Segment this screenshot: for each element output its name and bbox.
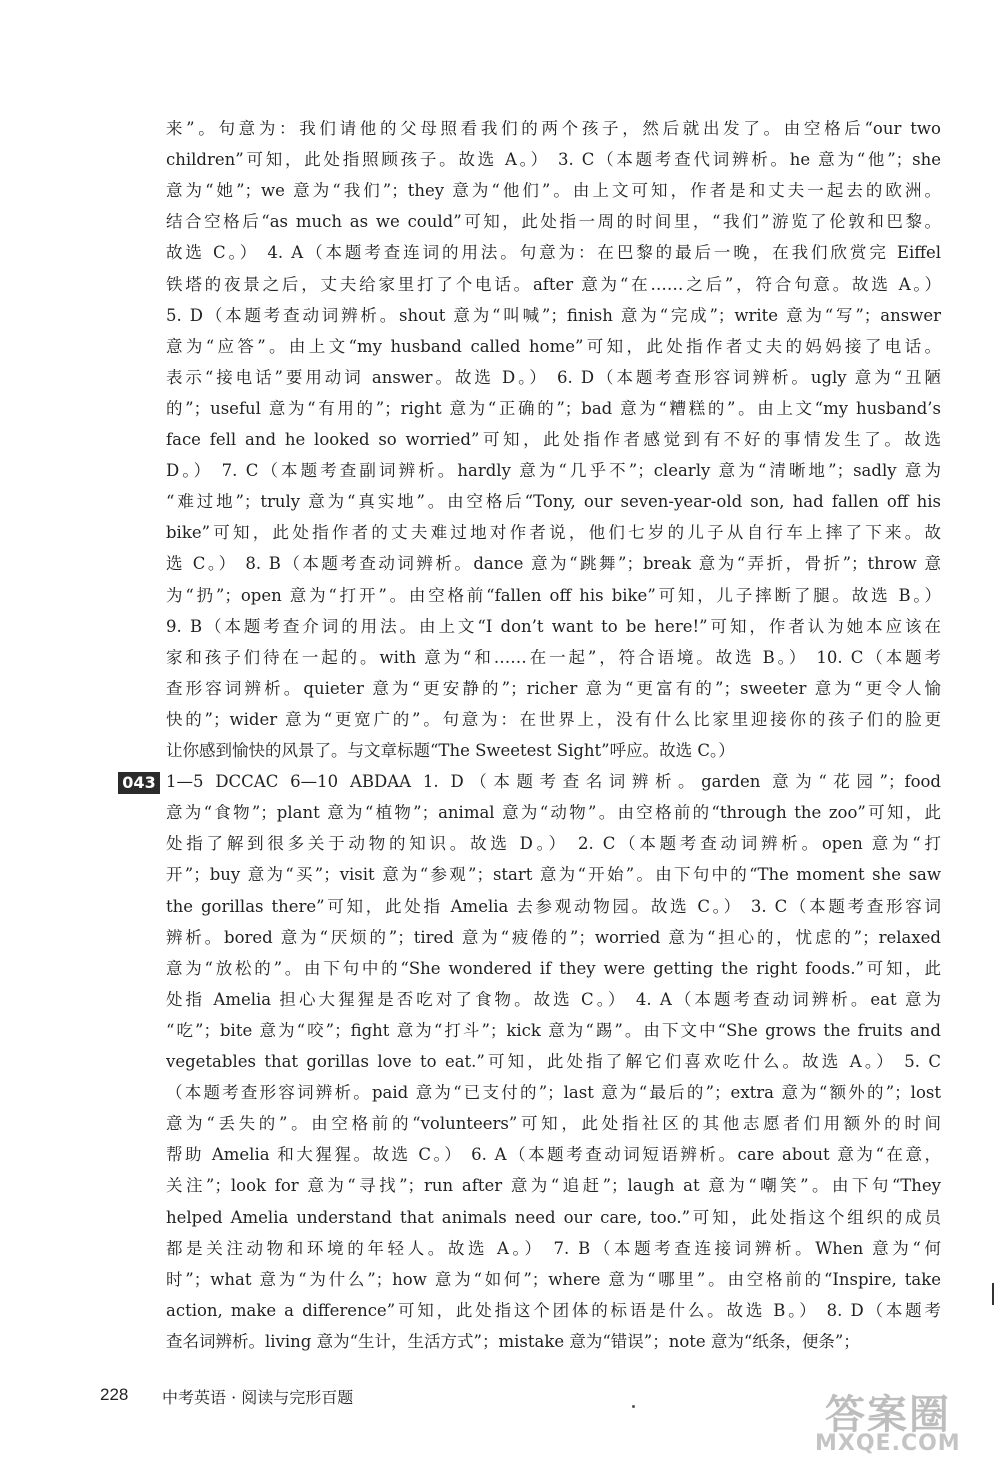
text-line: 1—5 DCCAC 6—10 ABDAA 1. D（本题考查名词辨析。garden 意为“花园”；food [166,772,941,792]
page-number: 228 [100,1385,129,1404]
text-line: children”可知，此处指照顾孩子。故选 A。） 3. C（本题考查代词辨析。he 意为“他”；she [166,150,941,170]
watermark-main-text: 答案圈 [825,1392,951,1438]
text-line: 辨析。bored 意为“厌烦的”；tired 意为“疲倦的”；worried 意为“担心的，忧虑的”；relaxed [166,927,941,947]
text-line: 9. B（本题考查介词的用法。由上文“I don’t want to be here!”可知，作者认为她本应该在 [166,616,941,636]
text-line: “吃”；bite 意为“咬”；fight 意为“打斗”；kick 意为“踢”。由下文中“She grows the fruits and [166,1020,941,1040]
text-line: 故选 C。） 4. A（本题考查连词的用法。句意为：在巴黎的最后一晚，在我们欣赏完 Eiffel [166,243,941,263]
text-line: action, make a difference”可知，此处指这个团体的标语是什么。故选 B。） 8. D（本题考 [166,1300,941,1320]
text-line: 家和孩子们待在一起的。with 意为“和……在一起”，符合语境。故选 B。） 10. C（本题考 [166,647,941,667]
text-line: 帮助 Amelia 和大猩猩。故选 C。） 6. A（本题考查动词短语辨析。care about 意为“在意， [166,1145,941,1165]
text-line: 关注”；look for 意为“寻找”；run after 意为“追赶”；laugh at 意为“嘲笑”。由下句“They [166,1176,941,1196]
text-line: 让你感到愉快的风景了。与文章标题“The Sweetest Sight”呼应。故选 C。） [166,741,735,760]
watermark-logo [815,1383,990,1459]
margin-mark [992,1283,994,1305]
watermark-url: MXQE.COM [815,1431,961,1456]
text-line: 意为“食物”；plant 意为“植物”；animal 意为“动物”。由空格前的“through the zoo”可知，此 [166,803,941,823]
text-line: D。） 7. C（本题考查副词辨析。hardly 意为“几乎不”；clearly 意为“清晰地”；sadly 意为 [166,461,941,481]
text-line: 查名词辨析。living 意为“生计，生活方式”；mistake 意为“错误”；note 意为“纸条，便条”； [166,1331,860,1351]
text-line: 处指了解到很多关于动物的知识。故选 D。） 2. C（本题考查动词辨析。open 意为“打 [166,834,941,854]
speck-mark [632,1405,635,1408]
text-line: vegetables that gorillas love to eat.”可知，此处指了解它们喜欢吃什么。故选 A。） 5. C [166,1052,941,1071]
text-line: 表示“接电话”要用动词 answer。故选 D。） 6. D（本题考查形容词辨析。ugly 意为“丑陋 [166,367,941,387]
text-line: “难过地”；truly 意为“真实地”。由空格后“Tony, our seven-year-old son, had fallen off his [166,492,941,512]
text-line: 时”；what 意为“为什么”；how 意为“如何”；where 意为“哪里”。由空格前的“Inspire, take [166,1269,941,1289]
text-line: bike”可知，此处指作者的丈夫难过地对作者说，他们七岁的儿子从自行车上摔了下来。故 [166,523,941,543]
text-line: 意为“丢失的”。由空格前的“volunteers”可知，此处指社区的其他志愿者们用额外的时间 [166,1114,941,1134]
text-line: 意为“应答”。由上文“my husband called home”可知，此处指作者丈夫的妈妈接了电话。 [166,336,941,356]
text-line: 都是关注动物和环境的年轻人。故选 A。） 7. B（本题考查连接词辨析。When 意为“何 [166,1238,941,1258]
text-line: the gorillas there”可知，此处指 Amelia 去参观动物园。故选 C。） 3. C（本题考查形容词 [166,896,941,916]
text-line: 来”。句意为：我们请他的父母照看我们的两个孩子，然后就出发了。由空格后“our two [166,119,941,138]
section-number-badge: 043 [118,772,160,794]
text-line: face fell and he looked so worried”可知，此处指作者感觉到有不好的事情发生了。故选 [166,430,941,449]
text-line: 选 C。） 8. B（本题考查动词辨析。dance 意为“跳舞”；break 意为“弄折，骨折”；throw 意 [166,554,941,574]
text-line: 处指 Amelia 担心大猩猩是否吃对了食物。故选 C。） 4. A（本题考查动词辨析。eat 意为 [166,989,941,1009]
text-line: 查形容词辨析。quieter 意为“更安静的”；richer 意为“更富有的”；sweeter 意为“更令人愉 [166,678,941,698]
text-line: 结合空格后“as much as we could”可知，此处指一周的时间里，“我们”游览了伦敦和巴黎。 [166,212,941,232]
text-line: 意为“放松的”。由下句中的“She wondered if they were getting the right foods.”可知，此 [166,958,941,978]
text-line: 意为“她”；we 意为“我们”；they 意为“他们”。由上文可知，作者是和丈夫一起去的欧洲。 [166,181,941,201]
text-line: 5. D（本题考查动词辨析。shout 意为“叫喊”；finish 意为“完成”；write 意为“写”；answer [166,305,941,325]
text-line: （本题考查形容词辨析。paid 意为“已支付的”；last 意为“最后的”；extra 意为“额外的”；lost [166,1083,941,1103]
text-line: 为“扔”；open 意为“打开”。由空格前“fallen off his bike”可知，儿子摔断了腿。故选 B。） [166,585,941,605]
text-line: 开”；buy 意为“买”；visit 意为“参观”；start 意为“开始”。由下句中的“The moment she saw [166,865,941,885]
text-line: 铁塔的夜景之后，丈夫给家里打了个电话。after 意为“在……之后”，符合句意。故选 A。） [166,274,941,294]
text-line: helped Amelia understand that animals need our care, too.”可知，此处指这个组织的成员 [166,1207,941,1227]
book-title: 中考英语 · 阅读与完形百题 [162,1388,354,1407]
text-line: 的”；useful 意为“有用的”；right 意为“正确的”；bad 意为“糟糕的”。由上文“my husband’s [166,398,941,418]
text-line: 快的”；wider 意为“更宽广的”。句意为：在世界上，没有什么比家里迎接你的孩子们的脸更 [166,709,941,729]
